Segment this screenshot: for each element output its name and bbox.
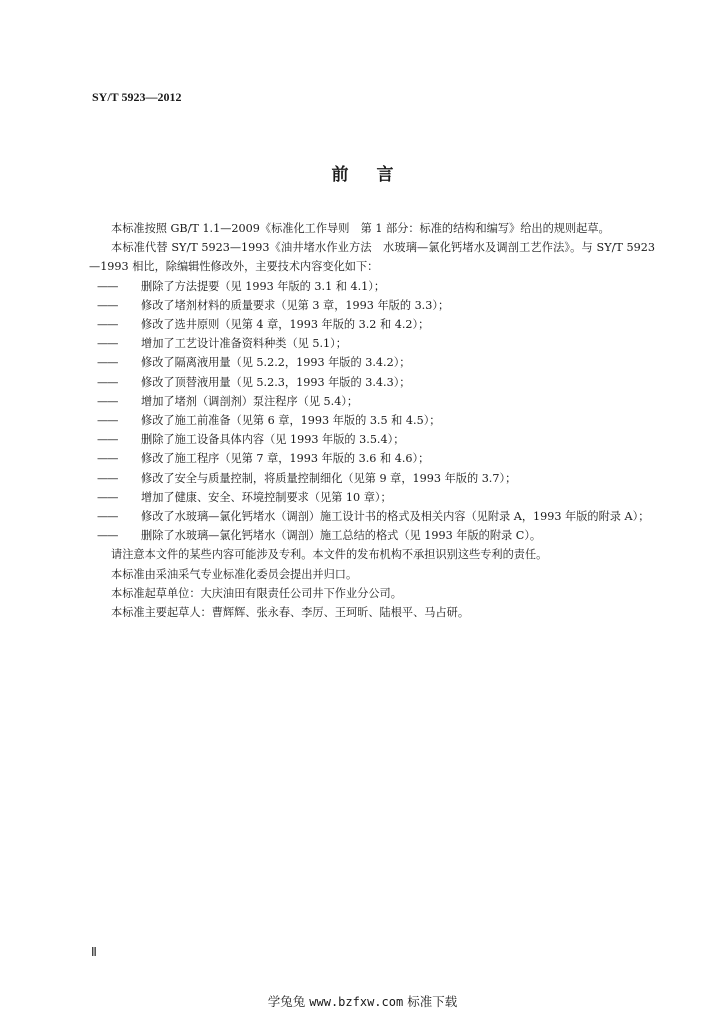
list-item: —— 修改了安全与质量控制，将质量控制细化（见第 9 章，1993 年版的 3.7）； xyxy=(89,469,655,488)
list-item: —— 修改了选井原则（见第 4 章，1993 年版的 3.2 和 4.2）； xyxy=(89,315,655,334)
dash-marker: —— xyxy=(97,433,118,447)
dash-marker: —— xyxy=(97,471,118,485)
dash-marker: —— xyxy=(97,318,118,332)
dash-marker: —— xyxy=(97,337,118,351)
footer-suffix: 标准下载 xyxy=(407,994,458,1009)
page-title: 前言 xyxy=(331,165,422,185)
list-item: —— 增加了堵剂（调剖剂）泵注程序（见 5.4）； xyxy=(89,392,655,411)
list-item: —— 修改了施工前准备（见第 6 章，1993 年版的 3.5 和 4.5）； xyxy=(89,411,655,430)
paragraph-drafting-rules: 本标准按照 GB/T 1.1—2009《标准化工作导则 第 1 部分：标准的结构和编写》给出的规则起草。 xyxy=(111,222,610,235)
dash-marker: —— xyxy=(97,414,118,428)
foreword-body xyxy=(89,219,655,622)
change-list xyxy=(89,277,655,546)
list-item: —— 修改了水玻璃—氯化钙堵水（调剖）施工设计书的格式及相关内容（见附录 A，1993 年版的附录 A）； xyxy=(89,507,655,526)
paragraph-replacement: 本标准代替 SY/T 5923—1993《油井堵水作业方法 水玻璃—氯化钙堵水及调剖工艺作法》。与 SY/T 5923—1993 相比，除编辑性修改外，主要技术内容变化如下： xyxy=(89,241,655,274)
list-item: —— 修改了隔离液用量（见 5.2.2，1993 年版的 3.4.2）； xyxy=(89,353,655,372)
dash-marker: —— xyxy=(97,279,118,293)
dash-marker: —— xyxy=(97,394,118,408)
standard-code-header: SY/T 5923—2012 xyxy=(92,90,182,104)
footer-url: www.bzfxw.com xyxy=(309,995,404,1009)
list-item: —— 修改了施工程序（见第 7 章，1993 年版的 3.6 和 4.6）； xyxy=(89,449,655,468)
list-item: —— 增加了健康、安全、环境控制要求（见第 10 章）； xyxy=(89,488,655,507)
dash-marker: —— xyxy=(97,490,118,504)
dash-marker: —— xyxy=(97,375,118,389)
list-item: —— 修改了堵剂材料的质量要求（见第 3 章，1993 年版的 3.3）； xyxy=(89,296,655,315)
dash-marker: —— xyxy=(97,452,118,466)
paragraph-drafters: 本标准主要起草人：曹辉辉、张永春、李厉、王珂昕、陆根平、马占研。 xyxy=(111,606,470,620)
list-item: —— 删除了水玻璃—氯化钙堵水（调剖）施工总结的格式（见 1993 年版的附录 C）。 xyxy=(89,526,655,545)
dash-marker: —— xyxy=(97,298,118,312)
dash-marker: —— xyxy=(97,510,118,524)
footer-prefix: 学兔兔 xyxy=(267,994,306,1009)
page-number: Ⅱ xyxy=(91,945,97,959)
paragraph-proposer: 本标准由采油采气专业标准化委员会提出并归口。 xyxy=(111,567,358,581)
list-item: —— 删除了施工设备具体内容（见 1993 年版的 3.5.4）； xyxy=(89,430,655,449)
paragraph-drafting-unit: 本标准起草单位：大庆油田有限责任公司井下作业分公司。 xyxy=(111,586,402,600)
dash-marker: —— xyxy=(97,529,118,543)
list-item: —— 增加了工艺设计准备资料种类（见 5.1）； xyxy=(89,334,655,353)
list-item: —— 删除了方法提要（见 1993 年版的 3.1 和 4.1）； xyxy=(89,277,655,296)
dash-marker: —— xyxy=(97,356,118,370)
list-item: —— 修改了顶替液用量（见 5.2.3，1993 年版的 3.4.3）； xyxy=(89,373,655,392)
paragraph-patent-notice: 请注意本文件的某些内容可能涉及专利。本文件的发布机构不承担识别这些专利的责任。 xyxy=(111,548,548,562)
footer-watermark xyxy=(0,992,725,1010)
